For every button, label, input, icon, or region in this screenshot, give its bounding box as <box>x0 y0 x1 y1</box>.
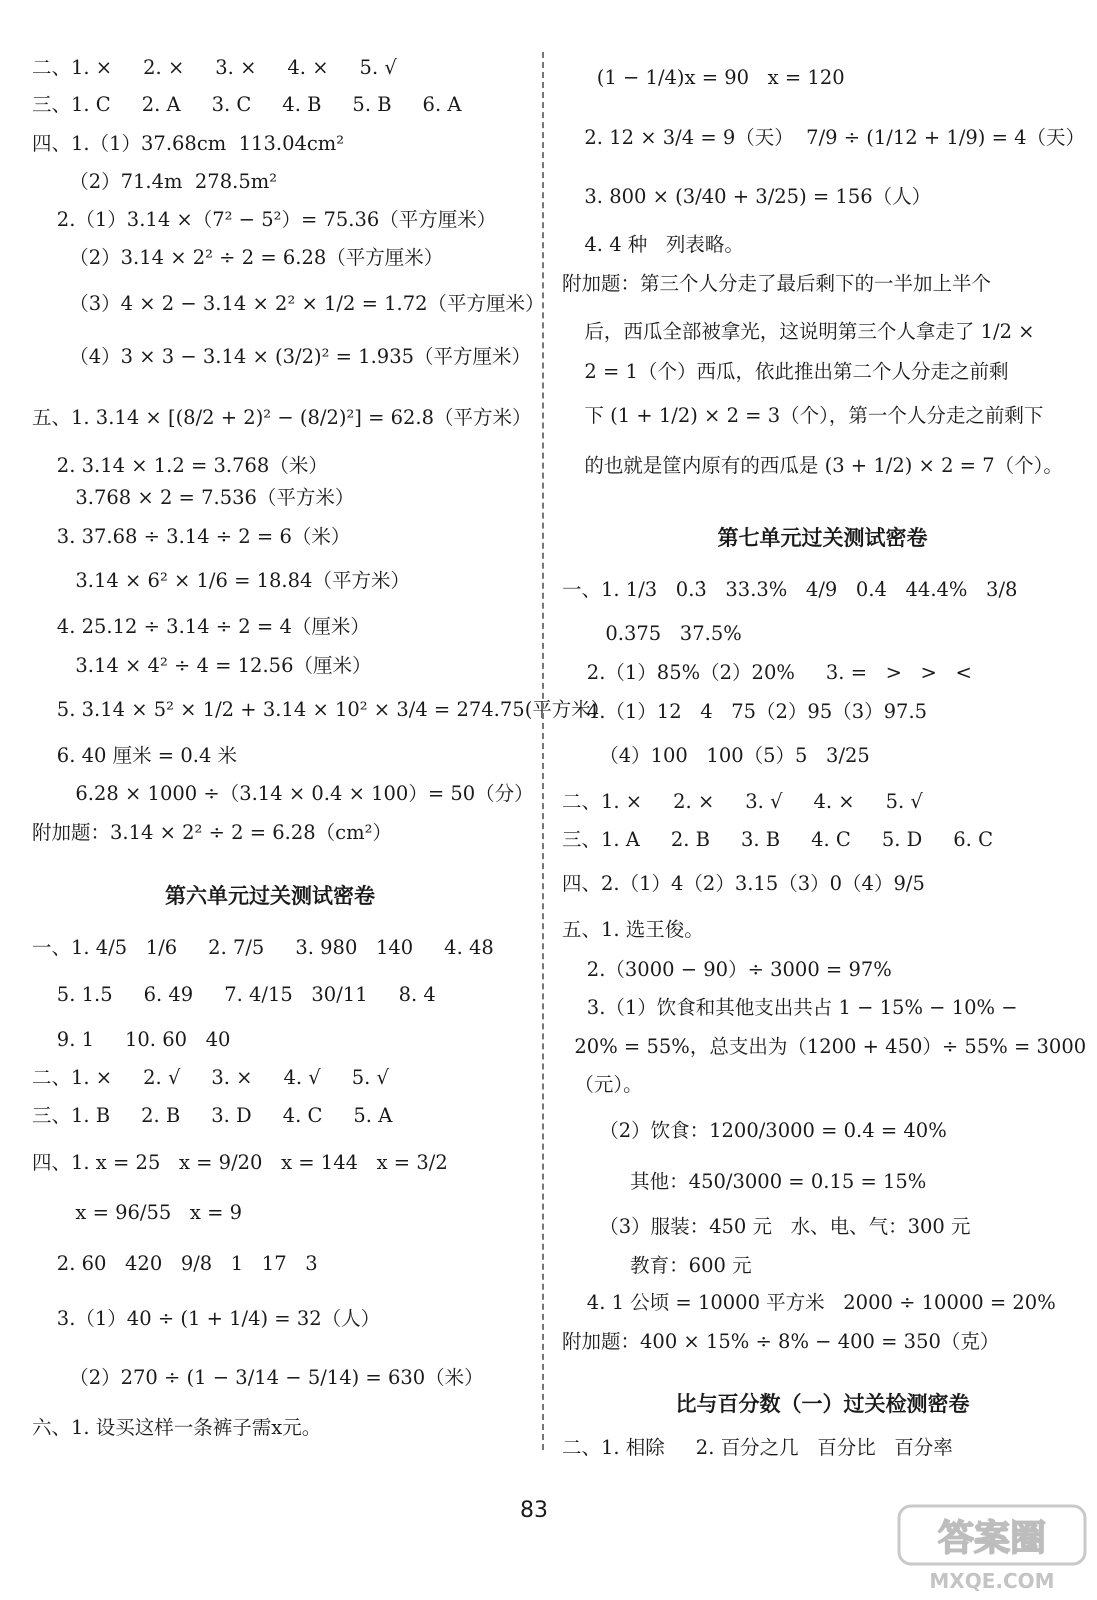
answer-line: 4. 4 种 列表略。 <box>572 233 744 256</box>
answer-line: 附加题：3.14 × 2² ÷ 2 = 6.28（cm²） <box>32 821 392 844</box>
answer-line: 五、1. 3.14 × [(8/2 + 2)² − (8/2)²] = 62.8（平方米） <box>32 406 532 429</box>
answer-line: 2. 60 420 9/8 1 17 3 <box>32 1252 318 1275</box>
answer-line: 4.（1）12 4 75（2）95（3）97.5 <box>562 700 928 723</box>
answer-line: 2.（1）85%（2）20% 3. = > > < <box>562 661 972 684</box>
answer-line: 3.768 × 2 = 7.536（平方米） <box>32 486 355 509</box>
answer-line: （2）71.4m 278.5m² <box>32 170 278 193</box>
answer-line: （2）饮食：1200/3000 = 0.4 = 40% <box>562 1119 947 1142</box>
answer-line: 四、2.（1）4（2）3.15（3）0（4）9/5 <box>562 872 925 895</box>
answer-line: 的也就是筐内原有的西瓜是 (3 + 1/2) × 2 = 7（个）。 <box>572 454 1063 477</box>
answer-line: 3.（1）饮食和其他支出共占 1 − 15% − 10% − <box>562 996 1018 1019</box>
answer-line: 2. 12 × 3/4 = 9（天） 7/9 ÷ (1/12 + 1/9) = 4（天） <box>572 126 1086 149</box>
answer-line: 2.（3000 − 90）÷ 3000 = 97% <box>562 958 892 981</box>
answer-line: （2）270 ÷ (1 − 3/14 − 5/14) = 630（米） <box>32 1366 484 1389</box>
answer-line: 四、1.（1）37.68cm 113.04cm² <box>32 132 345 155</box>
answer-line: 0.375 37.5% <box>562 622 742 645</box>
answer-line: 4. 1 公顷 = 10000 平方米 2000 ÷ 10000 = 20% <box>562 1291 1056 1314</box>
answer-line: 2. 3.14 × 1.2 = 3.768（米） <box>32 454 328 477</box>
answer-line: 3.14 × 4² ÷ 4 = 12.56（厘米） <box>32 654 372 677</box>
answer-line: 6. 40 厘米 = 0.4 米 <box>32 744 238 767</box>
answer-line: 4. 25.12 ÷ 3.14 ÷ 2 = 4（厘米） <box>32 615 370 638</box>
answer-line: 二、1. × 2. √ 3. × 4. √ 5. √ <box>32 1066 389 1089</box>
answer-line: 四、1. x = 25 x = 9/20 x = 144 x = 3/2 <box>32 1151 448 1174</box>
answer-line: 一、1. 4/5 1/6 2. 7/5 3. 980 140 4. 48 <box>32 936 494 959</box>
answer-line: 5. 1.5 6. 49 7. 4/15 30/11 8. 4 <box>32 983 436 1006</box>
answer-line: 附加题：第三个人分走了最后剩下的一半加上半个 <box>562 272 992 295</box>
watermark-logo <box>897 1504 1087 1594</box>
answer-line: （4）100 100（5）5 3/25 <box>562 744 870 767</box>
answer-line: 3.（1）40 ÷ (1 + 1/4) = 32（人） <box>32 1307 381 1330</box>
watermark-url: MXQE.COM <box>929 1569 1055 1593</box>
answer-line: 三、1. C 2. A 3. C 4. B 5. B 6. A <box>32 93 462 116</box>
answer-line: 下 (1 + 1/2) × 2 = 3（个），第一个人分走之前剩下 <box>572 404 1044 427</box>
answer-line: 二、1. × 2. × 3. × 4. × 5. √ <box>32 56 397 79</box>
answer-line: （3）服装：450 元 水、电、气：300 元 <box>562 1215 971 1238</box>
section-title: 第六单元过关测试密卷 <box>165 884 375 908</box>
answer-line: 3. 37.68 ÷ 3.14 ÷ 2 = 6（米） <box>32 525 351 548</box>
answer-line: （4）3 × 3 − 3.14 × (3/2)² = 1.935（平方厘米） <box>32 345 532 368</box>
answer-line: 2 = 1（个）西瓜，依此推出第二个人分走之前剩 <box>572 360 1009 383</box>
answer-line: 6.28 × 1000 ÷（3.14 × 0.4 × 100）= 50（分） <box>32 782 534 805</box>
answer-line: 二、1. 相除 2. 百分之几 百分比 百分率 <box>562 1436 953 1459</box>
watermark-text: 答案圈 <box>937 1518 1047 1559</box>
answer-line: 2.（1）3.14 ×（7² − 5²）= 75.36（平方厘米） <box>32 208 497 231</box>
answer-line: 三、1. B 2. B 3. D 4. C 5. A <box>32 1104 393 1127</box>
answer-line: 后，西瓜全部被拿光，这说明第三个人拿走了 1/2 × <box>572 320 1035 343</box>
answer-line: x = 96/55 x = 9 <box>32 1201 243 1224</box>
answer-line: 附加题：400 × 15% ÷ 8% − 400 = 350（克） <box>562 1330 1000 1353</box>
answer-line: (1 − 1/4)x = 90 x = 120 <box>572 66 845 89</box>
answer-line: 9. 1 10. 60 40 <box>32 1028 231 1051</box>
answer-line: 3. 800 × (3/40 + 3/25) = 156（人） <box>572 185 932 208</box>
answer-line: （3）4 × 2 − 3.14 × 2² × 1/2 = 1.72（平方厘米） <box>32 292 545 315</box>
answer-line: 3.14 × 6² × 1/6 = 18.84（平方米） <box>32 569 410 592</box>
answer-line: 20% = 55%，总支出为（1200 + 450）÷ 55% = 3000 <box>562 1035 1087 1058</box>
answer-line: （元）。 <box>562 1073 643 1096</box>
answer-line: 二、1. × 2. × 3. √ 4. × 5. √ <box>562 790 923 813</box>
section-title: 比与百分数（一）过关检测密卷 <box>675 1392 970 1416</box>
answer-line: 三、1. A 2. B 3. B 4. C 5. D 6. C <box>562 828 993 851</box>
answer-line: 其他：450/3000 = 0.15 = 15% <box>562 1170 927 1193</box>
answer-line: 5. 3.14 × 5² × 1/2 + 3.14 × 10² × 3/4 = 274.75(平方米） <box>32 698 611 721</box>
answer-line: 一、1. 1/3 0.3̇ 33.3% 4/9 0.4̇ 44.4% 3/8 <box>562 578 1018 601</box>
section-title: 第七单元过关测试密卷 <box>717 526 928 550</box>
answer-line: 教育：600 元 <box>562 1254 752 1277</box>
answer-line: （2）3.14 × 2² ÷ 2 = 6.28（平方厘米） <box>32 246 444 269</box>
column-divider <box>542 52 544 1450</box>
answer-line: 六、1. 设买这样一条裤子需x元。 <box>32 1416 322 1439</box>
page-number: 83 <box>520 1498 548 1523</box>
answer-line: 五、1. 选王俊。 <box>562 918 704 941</box>
